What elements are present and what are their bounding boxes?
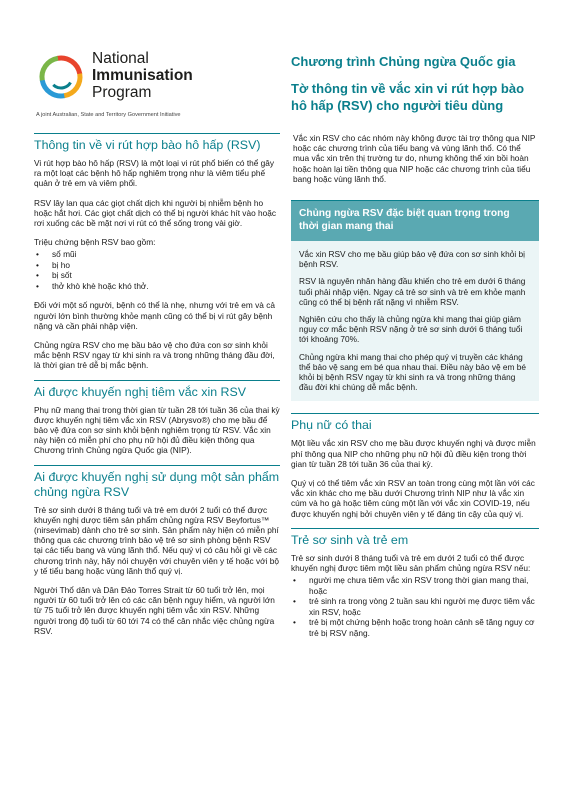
criteria-list: [291, 575, 539, 638]
list-item: • thở khò khè hoặc khó thở.: [34, 281, 280, 292]
list-item: • trẻ sinh ra trong vòng 2 tuần sau khi người mẹ được tiêm vắc xin RSV, hoặc: [291, 596, 539, 617]
section-pregnant-women: [291, 413, 539, 518]
document-title: Tờ thông tin về vắc xin vi rút hợp bào hô hấp (RSV) cho người tiêu dùng: [291, 81, 525, 113]
intro-paragraph: Vắc xin RSV cho các nhóm này không được tài trợ thông qua NIP hoặc các chương trình của tiểu bang và vùng lãnh thổ. Có thể mua vắc xin trên thị trường tư do, nhưng không thể xin bồi hoàn hoặc hoàn lại tiền thông qua NIP hoặc các chương trình của tiểu bang hoặc vùng lãnh thổ.: [293, 133, 536, 184]
list-item: • bị ho: [34, 260, 280, 271]
section-heading: Ai được khuyến nghị tiêm vắc xin RSV: [34, 380, 280, 400]
section-heading: Ai được khuyến nghị sử dụng một sản phẩm chủng ngừa RSV: [34, 465, 280, 500]
logo-wordmark: [92, 50, 193, 101]
section-infants-children: [291, 528, 539, 638]
left-column: [34, 133, 280, 645]
logo-subtitle: A joint Australian, State and Territory Government Initiative: [36, 112, 181, 118]
list-item: • sổ mũi: [34, 249, 280, 260]
program-name: Chương trình Chủng ngừa Quốc gia: [291, 54, 516, 69]
symptom-list: [34, 249, 280, 291]
logo-line-1: National: [92, 50, 149, 67]
paragraph: Nghiên cứu cho thấy là chủng ngừa khi mang thai giúp giảm nguy cơ mắc bệnh RSV nặng ở trẻ sơ sinh dưới 6 tháng tuổi tới khoảng 70%.: [299, 314, 523, 345]
paragraph: Vi rút hợp bào hô hấp (RSV) là một loại vi rút phổ biến có thể gây ra một loạt các bệnh hô hấp nghiêm trọng như là viêm tiểu phế quản ở trẻ em và viêm phổi.: [34, 158, 275, 189]
list-item: • bị sốt: [34, 270, 280, 281]
list-item: • người mẹ chưa tiêm vắc xin RSV trong thời gian mang thai, hoặc: [291, 575, 539, 596]
callout-heading: Chủng ngừa RSV đặc biệt quan trọng trong thời gian mang thai: [291, 201, 539, 241]
logo-line-2: Immunisation: [92, 67, 193, 84]
paragraph: Chủng ngừa khi mang thai cho phép quý vị truyền các kháng thể bảo vệ sang em bé qua nhau thai. Điều này bảo vệ em bé khỏi bị bệnh RSV ngay từ khi sinh ra và trong những tháng đầu đời khi chúng dễ mắc bệnh.: [299, 351, 526, 393]
paragraph: Trẻ sơ sinh dưới 8 tháng tuổi và trẻ em dưới 2 tuổi có thể được khuyến nghị được tiêm một liều sản phẩm chủng ngừa RSV nếu:: [291, 552, 531, 574]
paragraph: Triệu chứng bệnh RSV bao gồm:: [34, 237, 156, 248]
paragraph: Vắc xin RSV cho mẹ bầu giúp bảo vệ đứa con sơ sinh khỏi bị bệnh RSV.: [299, 249, 525, 270]
paragraph: Đối với một số người, bệnh có thể là nhẹ, nhưng với trẻ em và cả người lớn bình thường khỏe mạnh cũng có thể bị vi rút gây bệnh nặng và cần phải nhập viện.: [34, 300, 275, 331]
paragraph: Một liều vắc xin RSV cho mẹ bầu được khuyến nghị và được miễn phí thông qua NIP cho những phụ nữ hội đủ điều kiện trong thời gian từ tuần 28 tới tuần 36 của thai kỳ.: [291, 438, 536, 469]
paragraph: RSV lây lan qua các giọt chất dịch khi người bị nhiễm bệnh ho hoặc hắt hơi. Các giọt chất dịch có thể bị người khác hít vào hoặc rơi xuống các bề mặt nơi vi rút có thể sống trong vài giờ.: [34, 197, 276, 229]
section-who-recommended-product: [34, 465, 280, 636]
document-header: [291, 54, 541, 114]
paragraph: RSV là nguyên nhân hàng đầu khiến cho trẻ em dưới 6 tháng tuổi phải nhập viện. Ngay cả trẻ sơ sinh và trẻ em khỏe mạnh cũng có thể bị bệnh rất nặng vì nhiễm RSV.: [299, 276, 526, 307]
pregnancy-callout: [291, 200, 539, 401]
section-heading: Phụ nữ có thai: [291, 413, 539, 433]
paragraph: Phụ nữ mang thai trong thời gian từ tuần 28 tới tuần 36 của thai kỳ được khuyến nghị tiêm vắc xin RSV (Abrysvo®) cho mẹ bầu để bảo vệ đứa con sơ sinh khỏi bệnh nghiêm trọng từ RSV. Vắc xin này hiện có miễn phí cho phụ nữ hội đủ điều kiện thông qua Chương trình Chủng ngừa Quốc gia (NIP).: [34, 404, 280, 456]
nip-logo: [36, 46, 281, 124]
paragraph: Chủng ngừa RSV cho mẹ bầu bảo vệ cho đứa con sơ sinh khỏi mắc bệnh RSV ngay từ khi sinh ra và trong những tháng đầu đời, là thời gian trẻ dễ bị mắc bệnh.: [34, 340, 275, 371]
section-about-rsv: [34, 133, 280, 371]
paragraph: Người Thổ dân và Dân Đảo Torres Strait từ 60 tuổi trở lên, mọi người từ 60 tuổi trở lên có các căn bệnh nguy hiểm, và người lớn từ 75 tuổi trở lên được khuyến nghị tiêm vắc xin RSV. Những người trong độ tuổi từ 60 tới 74 có thể cân nhắc việc chủng ngừa RSV.: [34, 585, 275, 636]
nip-logo-icon: [36, 52, 86, 102]
section-heading: Trẻ sơ sinh và trẻ em: [291, 528, 539, 548]
right-column: [291, 133, 539, 647]
paragraph: Trẻ sơ sinh dưới 8 tháng tuổi và trẻ em dưới 2 tuổi có thể được khuyến nghị dược tiêm sản phẩm chủng ngừa RSV Beyfortus™ (nirsevimab) dành cho trẻ sơ sinh. Sản phẩm này hiện có miễn phí thông qua các chương trình bảo vệ trẻ sơ sinh phòng bệnh RSV tại các tiểu bang và vùng lãnh thổ. Nếu quý vị có câu hỏi gì về các chương trình này, hãy nói chuyện với chuyên viên y tế hoặc với bộ y tế tiểu bang hoặc vùng lãnh thổ quý vị.: [34, 504, 279, 576]
callout-body: [291, 241, 539, 401]
logo-line-3: Program: [92, 84, 152, 101]
list-item: • trẻ bị một chứng bệnh hoặc trong hoàn cảnh sẽ tăng nguy cơ trẻ bị RSV nặng.: [291, 617, 539, 638]
paragraph: Quý vị có thể tiêm vắc xin RSV an toàn trong cùng một lần với các vắc xin khác cho mẹ bầu dưới Chương trình NIP như là vắc xin cúm và ho gà hoặc tiêm cùng một lần với vắc xin COVID-19, nếu được khuyến nghị bởi chuyên viên y tế đáng tin cậy của quý vị.: [291, 478, 535, 519]
section-who-recommended-vaccine: [34, 380, 280, 456]
section-heading: Thông tin về vi rút hợp bào hô hấp (RSV): [34, 133, 280, 153]
